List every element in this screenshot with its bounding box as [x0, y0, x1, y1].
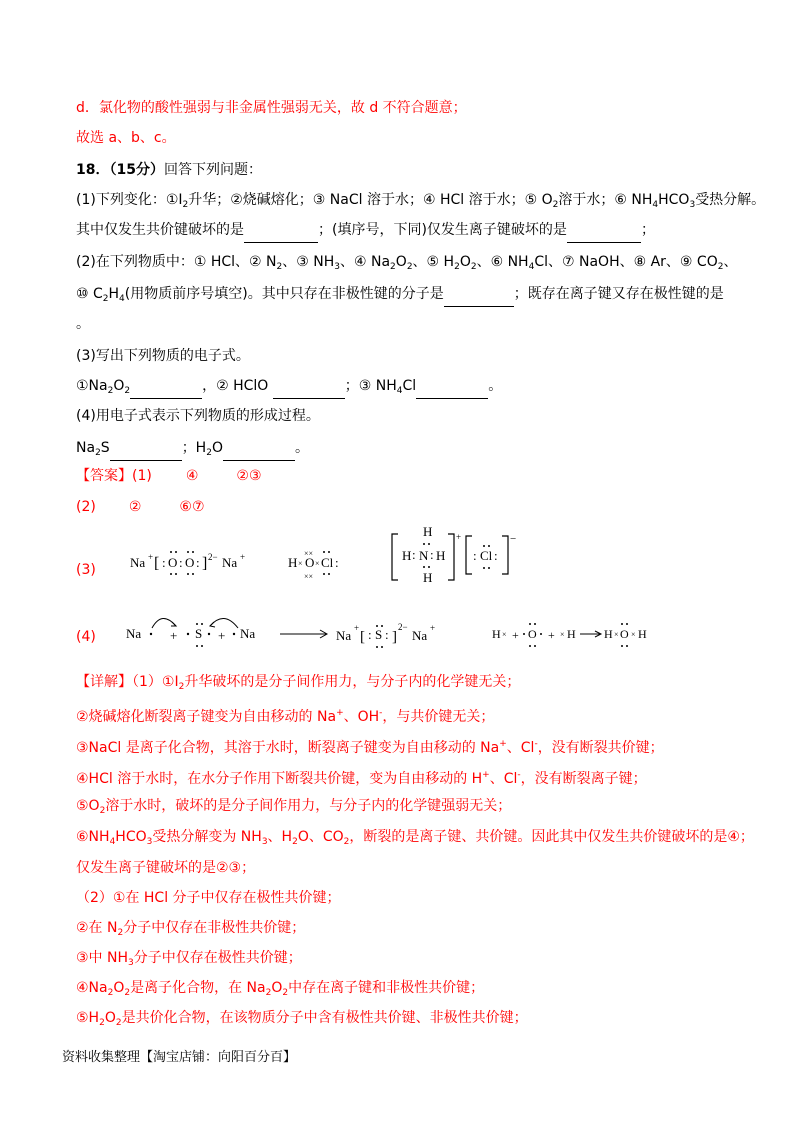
bracket-left	[392, 534, 398, 580]
colon: :	[473, 548, 477, 563]
symbol-h: H	[638, 627, 647, 641]
plus-sign: +	[512, 628, 519, 642]
symbol-na: Na	[126, 626, 142, 641]
symbol-h: H	[288, 555, 298, 570]
text: ②在 N	[76, 920, 118, 936]
electron-cross: ×	[560, 630, 565, 639]
text: 溶于水时，破坏的是分子间作用力，与分子内的化学键强弱无关；	[105, 798, 512, 814]
electron-cross: ×	[502, 630, 507, 639]
colon: :	[494, 548, 498, 563]
subscript: 4	[119, 294, 125, 304]
symbol-o: O	[620, 627, 629, 641]
symbol-h: H	[492, 627, 501, 641]
electron-dot	[208, 633, 210, 635]
text: ⑤H	[76, 1010, 100, 1026]
text: ；(填序号，下同)仅发生离子键破坏的是	[318, 222, 567, 238]
answer-part4-number: (4)	[76, 629, 96, 645]
detail-line10	[76, 948, 302, 973]
answer-value: ②③	[236, 468, 262, 484]
answer-part3-number: (3)	[76, 562, 96, 578]
detail-line9	[76, 918, 305, 943]
q18-part3-heading: (3)写出下列物质的电子式。	[76, 348, 250, 364]
electron-dot	[428, 543, 430, 545]
electron-dot	[376, 646, 378, 648]
text: 是离子化合物，在 Na	[130, 980, 266, 996]
detail-line6	[76, 827, 754, 852]
electron-dot	[483, 545, 485, 547]
colon: :	[179, 555, 183, 570]
na2s-formation	[126, 618, 435, 648]
subscript: 2	[390, 262, 396, 272]
text: ，没有断裂离子键；	[520, 771, 647, 787]
superscript: +	[482, 770, 490, 780]
electron-formulas-part3	[120, 522, 540, 586]
charge-plus: +	[240, 552, 246, 562]
answer-label: 【答案】	[76, 468, 132, 484]
electron-dot	[534, 623, 536, 625]
superscript: +	[499, 739, 507, 749]
plus-sign: +	[218, 628, 226, 643]
superscript: -	[517, 770, 521, 780]
arrow-head	[171, 622, 176, 626]
plus-sign: +	[170, 628, 178, 643]
answer-blank[interactable]	[223, 440, 295, 461]
q18-part4-line	[76, 438, 309, 463]
electron-dot	[529, 645, 531, 647]
q18-part2-line2	[76, 284, 724, 309]
superscript: -	[534, 739, 538, 749]
subscript: 2	[124, 386, 131, 396]
plus-sign: +	[548, 628, 555, 642]
colon: :	[196, 555, 200, 570]
prev-choose-line: 故选 a、b、c。	[76, 130, 176, 146]
text: O	[271, 980, 283, 996]
symbol-h: H	[402, 548, 412, 563]
answer-blank[interactable]	[110, 440, 182, 461]
bracket-right: ]	[392, 629, 397, 645]
answer-value: ④	[185, 468, 199, 484]
text: 、③ NH	[282, 254, 335, 270]
text: H	[108, 286, 120, 302]
electron-dot	[323, 551, 325, 553]
detail-line2	[76, 703, 494, 727]
electron-dot	[626, 623, 628, 625]
electron-dot	[488, 545, 490, 547]
subscript: 2	[292, 837, 298, 847]
electron-dot	[187, 573, 189, 575]
detail-line8: （2）①在 HCl 分子中仅存在极性共价键；	[76, 890, 341, 906]
detail-label: 【详解】	[76, 674, 132, 690]
text: HCO	[115, 829, 147, 845]
prev-d-line: d．氯化物的酸性强弱与非金属性强弱无关，故 d 不符合题意；	[76, 100, 467, 116]
text: O	[211, 440, 223, 456]
text: 是共价化合物，在该物质分子中含有极性共价键、非极性共价键；	[121, 1010, 528, 1026]
electron-dot	[534, 645, 536, 647]
h2o-formation	[492, 623, 647, 647]
answer-line2	[76, 497, 205, 517]
subscript: 2	[552, 200, 559, 210]
colon: :	[368, 627, 372, 642]
electron-dot	[192, 573, 194, 575]
symbol-h: H	[567, 627, 576, 641]
subscript: 2	[265, 988, 272, 998]
subscript: 4	[528, 262, 535, 272]
answer-blank[interactable]	[244, 222, 318, 243]
electron-dot	[423, 566, 425, 568]
charge-plus: +	[354, 623, 360, 633]
subscript: 4	[652, 200, 659, 210]
text: ①Na	[76, 378, 108, 394]
text: 溶于水；⑥ NH	[558, 192, 653, 208]
q18-part1-line1	[76, 190, 765, 215]
colon: :	[430, 547, 434, 562]
text: 升华；②烧碱熔化；③ NaCl 溶于水；④ HCl 溶于水；⑤ O	[188, 192, 553, 208]
colon: :	[335, 555, 339, 570]
text: 受热分解。	[695, 192, 766, 208]
symbol-o: O	[528, 627, 537, 641]
q18-heading-text: 回答下列问题：	[163, 162, 262, 178]
symbol-cl: Cl	[321, 555, 334, 570]
symbol-na: Na	[412, 628, 428, 643]
text: 、④ Na	[339, 254, 391, 270]
superscript: -	[379, 708, 383, 718]
electron-dot	[170, 551, 172, 553]
text: ；③ NH	[344, 378, 397, 394]
text: 。	[294, 440, 309, 456]
text: O	[113, 378, 125, 394]
electron-dot	[187, 633, 189, 635]
q18-part3-line	[76, 376, 502, 401]
symbol-o: O	[305, 555, 315, 570]
text: ④HCl 溶于水时，在水分子作用下断裂共价键，变为自由移动的 H	[76, 771, 483, 787]
text: ；既存在离子键又存在极性键的是	[513, 286, 724, 302]
subscript: 2	[107, 386, 114, 396]
electron-dot	[196, 645, 198, 647]
subscript: 2	[206, 448, 212, 458]
symbol-o: O	[168, 555, 178, 570]
hclo-electron-formula	[288, 549, 339, 581]
charge-2minus: 2−	[208, 552, 218, 562]
symbol-h: H	[423, 524, 433, 539]
answer-blank[interactable]	[444, 286, 514, 307]
subscript: 2	[99, 806, 106, 816]
electron-cross: ×	[614, 630, 619, 639]
charge-minus: −	[510, 533, 517, 545]
q18-part1-line2	[76, 220, 655, 243]
electron-dot	[175, 573, 177, 575]
text: ；	[640, 222, 655, 238]
subscript: 4	[396, 386, 403, 396]
electron-dot	[328, 573, 330, 575]
electron-transfer-arrow	[152, 618, 176, 628]
nh4cl-electron-formula	[392, 524, 516, 585]
charge-plus: +	[456, 532, 462, 542]
subscript: 2	[124, 988, 131, 998]
answer-value: ⑥⑦	[179, 499, 205, 515]
text: 、⑥ NH	[476, 254, 529, 270]
bracket-left: [	[154, 555, 160, 572]
text: 受热分解变为 NH	[152, 829, 262, 845]
text: 中存在离子键和非极性共价键；	[288, 980, 485, 996]
text: O	[104, 1010, 116, 1026]
electron-formulas-part4	[120, 606, 680, 656]
subscript: 2	[276, 262, 283, 272]
subscript: 2	[282, 988, 289, 998]
text: 、Cl	[506, 740, 535, 756]
text: ③NaCl 是离子化合物，其溶于水时，断裂离子键变为自由移动的 Na	[76, 740, 500, 756]
subscript: 3	[146, 837, 153, 847]
symbol-na: Na	[336, 628, 352, 643]
symbol-na: Na	[130, 555, 146, 570]
bracket-right: ]	[202, 555, 208, 572]
text: ，与共价键无关；	[382, 709, 495, 725]
text: ③中 NH	[76, 950, 129, 966]
answer-blank[interactable]	[273, 378, 345, 399]
text: 、⑤ H	[412, 254, 455, 270]
text: （1）①I	[132, 674, 179, 690]
text: ，断裂的是离子键、共价键。因此其中仅发生共价键破坏的是④；	[349, 829, 754, 845]
answer-part-number: (2)	[76, 499, 96, 515]
bracket-left	[466, 536, 472, 574]
text: O、CO	[297, 829, 344, 845]
text: 。	[488, 378, 503, 394]
na2o2-electron-formula	[130, 551, 245, 575]
subscript: 2	[470, 262, 477, 272]
text: 、OH	[343, 709, 380, 725]
symbol-s: S	[195, 626, 203, 641]
subscript: 2	[717, 262, 724, 272]
detail-line11	[76, 978, 484, 1003]
symbol-h: H	[423, 570, 433, 585]
colon: :	[385, 627, 389, 642]
electron-dot	[376, 625, 378, 627]
electron-dot	[621, 623, 623, 625]
symbol-s: S	[375, 627, 383, 642]
q18-part2-line3: 。	[76, 316, 90, 332]
page-footer: 资料收集整理【淘宝店铺：向阳百分百】	[62, 1050, 297, 1065]
subscript: 2	[95, 448, 101, 458]
q18-heading	[76, 160, 262, 180]
text: 、Cl	[489, 771, 518, 787]
electron-dot	[175, 551, 177, 553]
electron-dot	[187, 551, 189, 553]
symbol-h: H	[436, 548, 446, 563]
detail-line4	[76, 765, 647, 789]
subscript: 2	[182, 200, 189, 210]
q18-score: （15分）	[109, 162, 164, 178]
symbol-n: N	[419, 548, 429, 563]
subscript: 2	[343, 837, 350, 847]
subscript: 3	[128, 958, 134, 968]
electron-dot	[529, 623, 531, 625]
electron-cross: ×	[315, 559, 320, 568]
text: 分子中仅存在非极性共价键；	[123, 920, 306, 936]
answer-line1	[76, 466, 262, 486]
text: ，没有断裂共价键；	[537, 740, 664, 756]
detail-line12	[76, 1008, 528, 1033]
q18-part4-heading: (4)用电子式表示下列物质的形成过程。	[76, 408, 320, 424]
electron-cross-pair: ××	[304, 572, 314, 581]
electron-dot	[150, 633, 152, 635]
text: (用物质前序号填空)。其中只存在非极性键的分子是	[124, 286, 444, 302]
symbol-cl: Cl	[480, 548, 493, 563]
electron-dot	[201, 645, 203, 647]
colon: :	[412, 547, 416, 562]
subscript: 4	[109, 837, 116, 847]
text: ⑤O	[76, 798, 100, 814]
subscript: 2	[178, 682, 185, 692]
text: (2)在下列物质中：① HCl、② N	[76, 254, 277, 270]
text: ；H	[181, 440, 207, 456]
text: O	[113, 980, 125, 996]
superscript: +	[336, 708, 344, 718]
electron-dot	[323, 573, 325, 575]
electron-dot	[381, 625, 383, 627]
detail-line1	[76, 672, 520, 697]
subscript: 2	[115, 1018, 122, 1028]
answer-blank[interactable]	[416, 378, 488, 399]
electron-cross: ×	[631, 630, 636, 639]
electron-dot	[381, 646, 383, 648]
electron-dot	[201, 623, 203, 625]
electron-dot	[621, 645, 623, 647]
subscript: 3	[689, 200, 696, 210]
text: 其中仅发生共价键破坏的是	[76, 222, 244, 238]
electron-cross: ×	[298, 559, 303, 568]
electron-dot	[540, 633, 542, 635]
electron-dot	[483, 567, 485, 569]
text: O	[459, 254, 471, 270]
q18-number: 18．	[76, 162, 110, 178]
q18-part2-line1	[76, 252, 737, 277]
electron-cross-pair: ××	[304, 549, 314, 558]
colon: :	[162, 555, 166, 570]
text: ，② HClO	[202, 378, 269, 394]
subscript: 3	[261, 837, 268, 847]
bracket-left: [	[360, 629, 365, 645]
electron-dot	[423, 543, 425, 545]
text: Na	[76, 440, 96, 456]
text: HCO	[658, 192, 690, 208]
subscript: 2	[102, 294, 109, 304]
detail-line3	[76, 734, 664, 758]
electron-dot	[523, 633, 525, 635]
text: S	[100, 440, 110, 456]
text: 、H	[267, 829, 293, 845]
detail-line5	[76, 796, 511, 821]
answer-blank[interactable]	[567, 222, 641, 243]
electron-dot	[328, 551, 330, 553]
text: Cl、⑦ NaOH、⑧ Ar、⑨ CO	[534, 254, 718, 270]
subscript: 2	[117, 928, 124, 938]
text: ⑩ C	[76, 286, 103, 302]
bracket-right	[502, 536, 508, 574]
subscript: 2	[99, 1018, 105, 1028]
electron-dot	[192, 551, 194, 553]
text: 、	[723, 254, 738, 270]
symbol-h: H	[604, 627, 613, 641]
text: (1)下列变化：①I	[76, 192, 183, 208]
text: ⑥NH	[76, 829, 110, 845]
symbol-o: O	[185, 555, 195, 570]
electron-dot	[626, 645, 628, 647]
electron-dot	[233, 633, 235, 635]
symbol-na: Na	[240, 626, 256, 641]
charge-2minus: 2−	[398, 622, 408, 632]
electron-dot	[196, 623, 198, 625]
text: Cl	[402, 378, 417, 394]
electron-dot	[428, 566, 430, 568]
answer-blank[interactable]	[130, 378, 202, 399]
text: O	[395, 254, 407, 270]
answer-value: ②	[128, 499, 142, 515]
electron-dot	[170, 573, 172, 575]
subscript: 2	[107, 988, 114, 998]
electron-dot	[488, 567, 490, 569]
subscript: 3	[334, 262, 340, 272]
text: ②烧碱熔化断裂离子键变为自由移动的 Na	[76, 709, 337, 725]
charge-plus: +	[148, 552, 154, 562]
text: 分子中仅存在极性共价键；	[133, 950, 302, 966]
detail-line7: 仅发生离子键破坏的是②③；	[76, 860, 256, 876]
subscript: 2	[406, 262, 413, 272]
text: ④Na	[76, 980, 108, 996]
symbol-na: Na	[222, 555, 238, 570]
text: 升华破坏的是分子间作用力，与分子内的化学键无关；	[184, 674, 521, 690]
answer-part-number: (1)	[132, 468, 152, 484]
subscript: 2	[454, 262, 460, 272]
charge-plus: +	[430, 623, 436, 633]
bracket-right	[448, 534, 454, 580]
